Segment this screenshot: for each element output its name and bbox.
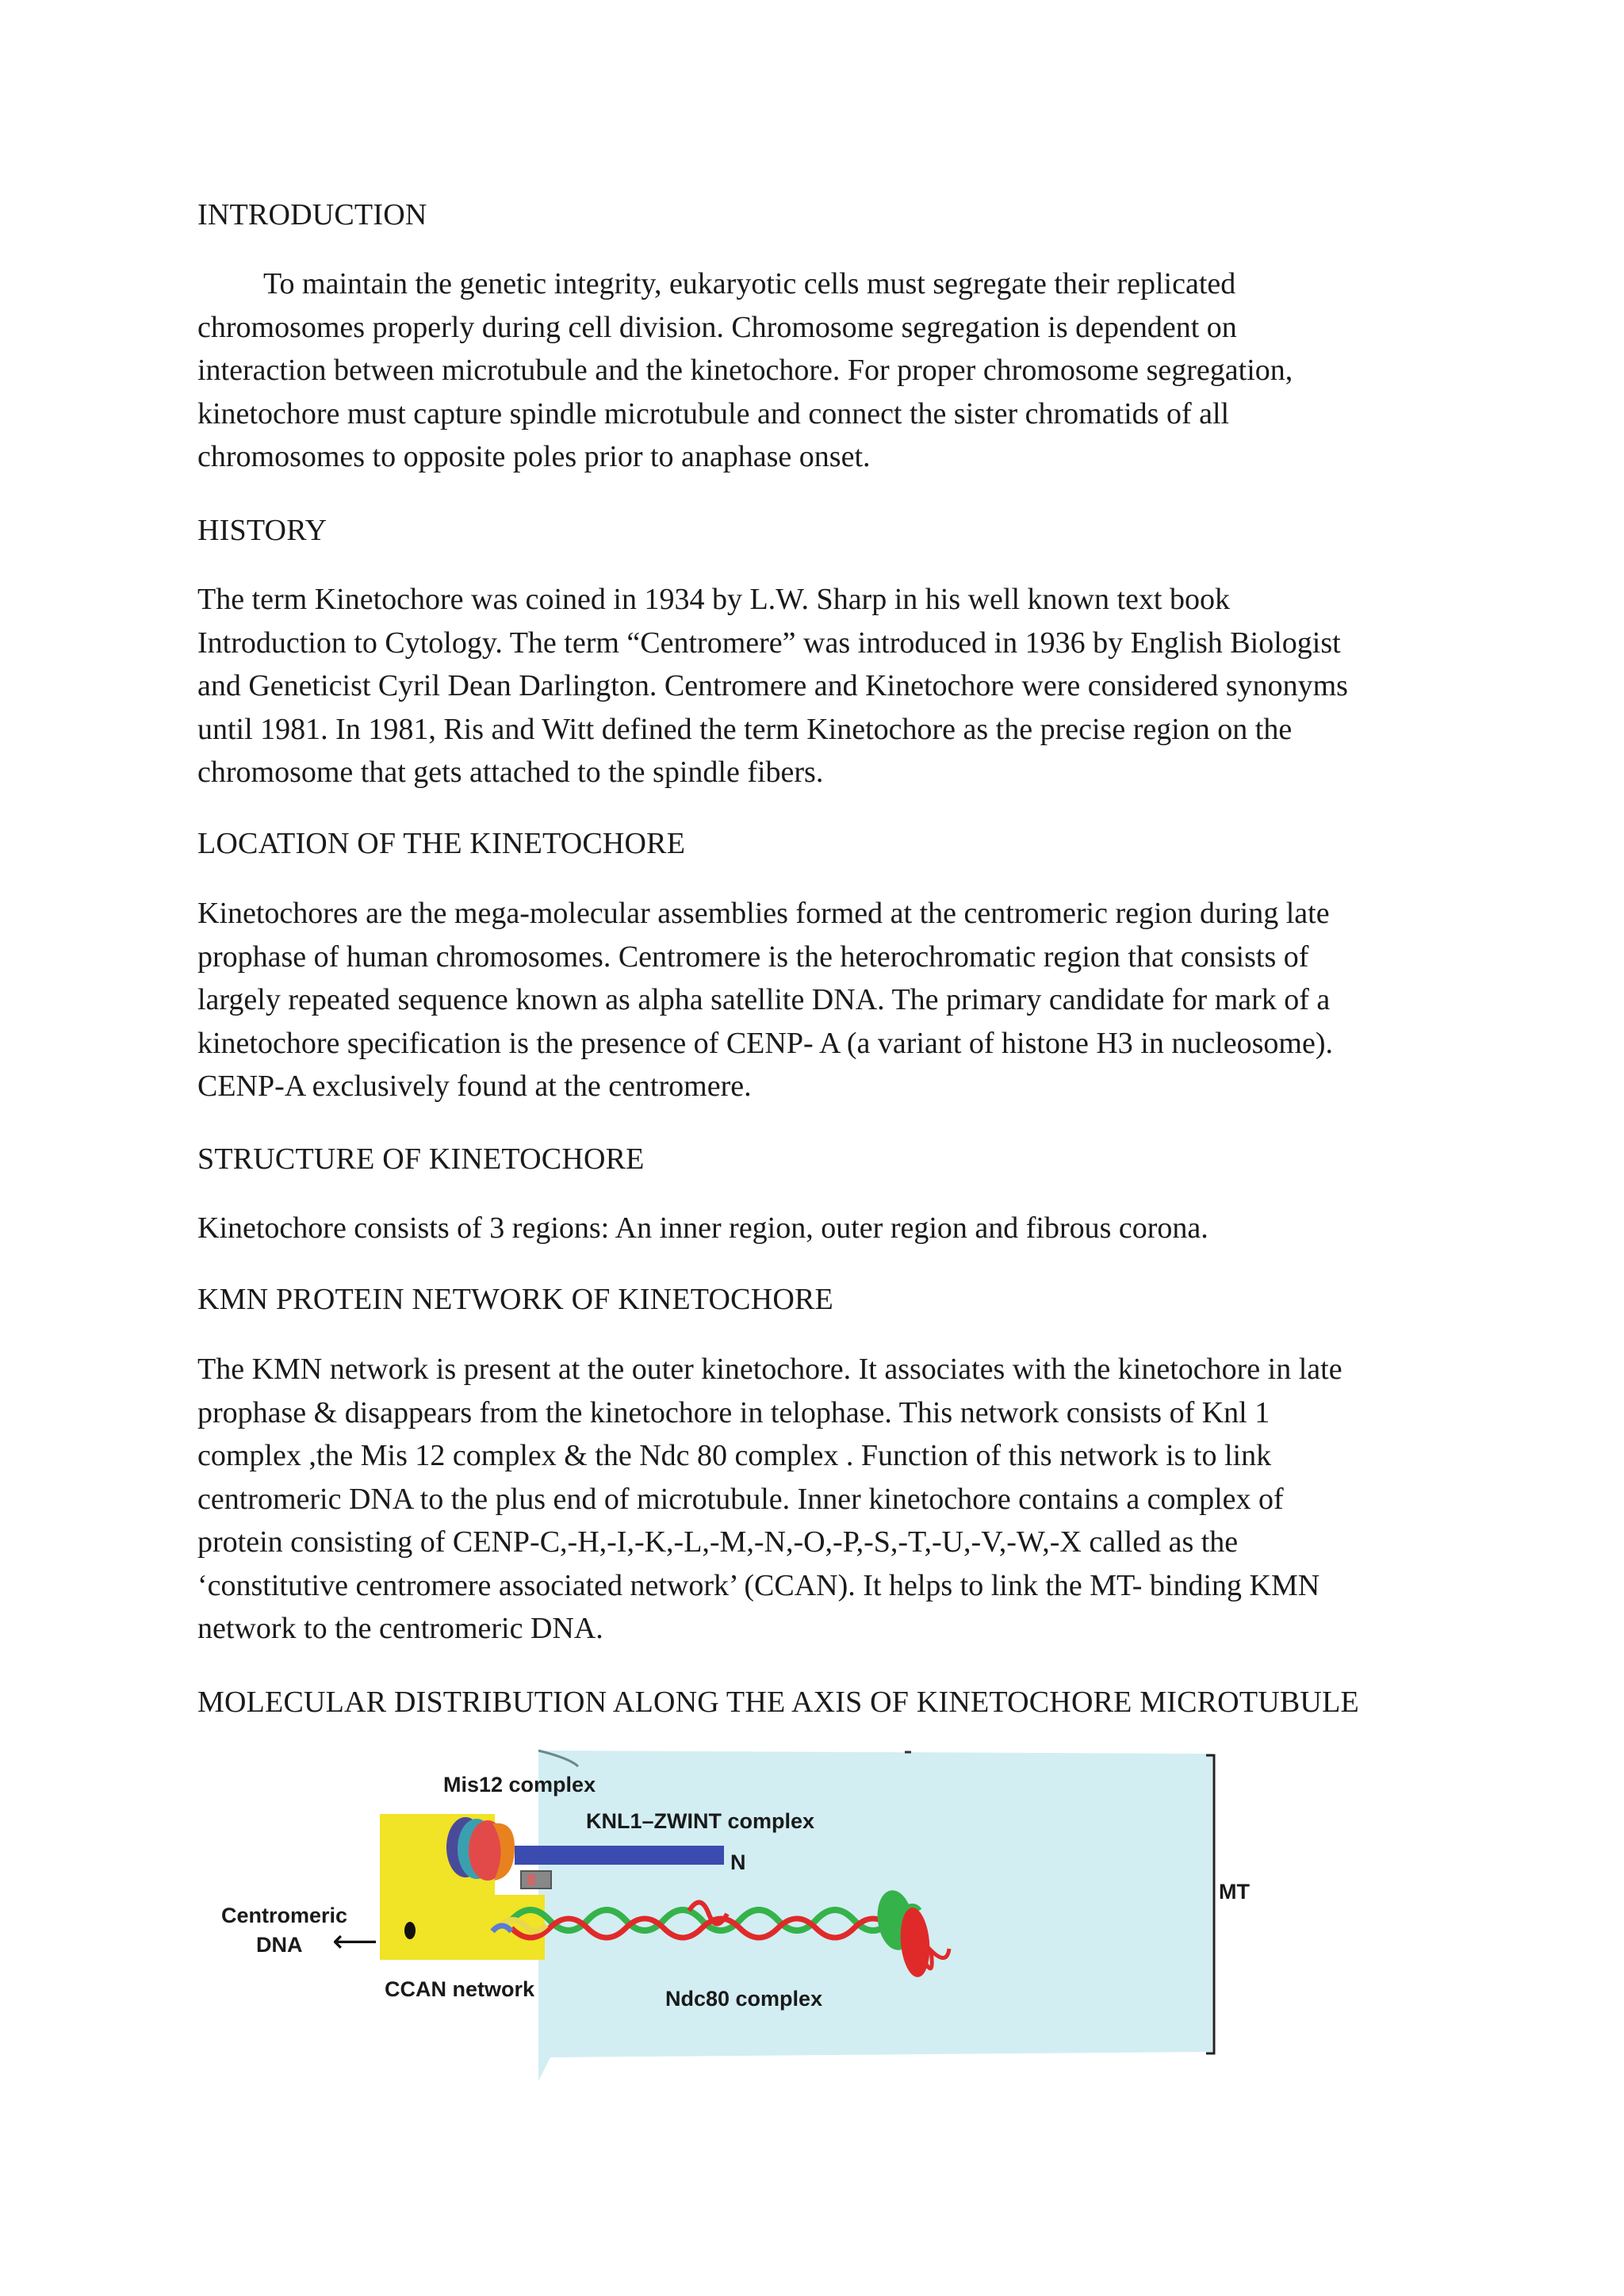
heading-introduction: INTRODUCTION	[197, 198, 427, 232]
heading-structure: STRUCTURE OF KINETOCHORE	[197, 1142, 645, 1176]
text-line: protein consisting of CENP-C,-H,-I,-K,-L,-M,-N,-O,-P,-S,-T,-U,-V,-W,-X called as the	[197, 1525, 1239, 1559]
left-arrow-icon: ⟵	[332, 1923, 378, 1960]
text-line: chromosome that gets attached to the spindle fibers.	[197, 756, 824, 789]
knl1-label: KNL1–ZWINT complex	[586, 1809, 815, 1833]
paragraph-structure	[197, 1207, 1444, 1250]
text-line: The term Kinetochore was coined in 1934 by L.W. Sharp in his well known text book	[197, 583, 1230, 616]
text-line: chromosomes properly during cell division. Chromosome segregation is dependent on	[197, 310, 1237, 344]
kinetochore-diagram	[197, 1744, 1450, 2093]
text-line: and Geneticist Cyril Dean Darlington. Centromere and Kinetochore were considered synonyms	[197, 669, 1348, 702]
heading-kmn: KMN PROTEIN NETWORK OF KINETOCHORE	[197, 1283, 833, 1316]
centromeric-dna-label-line1: Centromeric	[221, 1904, 348, 1927]
ccan-label: CCAN network	[385, 1977, 535, 2001]
knl1-bar	[515, 1846, 724, 1865]
n-terminus-label: N	[730, 1850, 746, 1874]
text-line: prophase of human chromosomes. Centromere is the heterochromatic region that consists of	[197, 939, 1309, 974]
mt-label: MT	[1219, 1880, 1250, 1904]
text-line: Introduction to Cytology. The term “Centromere” was introduced in 1936 by English Biologist	[197, 626, 1341, 660]
text-line: The KMN network is present at the outer kinetochore. It associates with the kinetochore in late	[197, 1353, 1342, 1386]
heading-location: LOCATION OF THE KINETOCHORE	[197, 827, 686, 860]
text-line: network to the centromeric DNA.	[197, 1612, 603, 1645]
heading-molecular-distribution: MOLECULAR DISTRIBUTION ALONG THE AXIS OF KINETOCHORE MICROTUBULE	[197, 1686, 1359, 1719]
paragraph-location	[197, 892, 1444, 1108]
zwint-box	[521, 1871, 551, 1888]
text-line: until 1981. In 1981, Ris and Witt defined the term Kinetochore as the precise region on the	[197, 712, 1293, 746]
text-line: To maintain the genetic integrity, eukaryotic cells must segregate their replicated	[263, 267, 1236, 300]
text-line: chromosomes to opposite poles prior to anaphase onset.	[197, 440, 871, 473]
text-line: complex ,the Mis 12 complex & the Ndc 80 complex . Function of this network is to link	[197, 1439, 1272, 1472]
paragraph-introduction	[197, 262, 1444, 479]
text-line: CENP-A exclusively found at the centromere.	[197, 1070, 752, 1103]
zwint-box-inner	[527, 1874, 535, 1885]
text-line: Kinetochores are the mega-molecular assemblies formed at the centromeric region during late	[197, 897, 1330, 930]
diagram-svg	[197, 1744, 1450, 2093]
centromeric-dna-label-line2: DNA	[256, 1933, 303, 1957]
text-line: largely repeated sequence known as alpha satellite DNA. The primary candidate for mark of a	[197, 983, 1331, 1016]
text-line: Kinetochore consists of 3 regions: An inner region, outer region and fibrous corona.	[197, 1211, 1208, 1245]
paragraph-history	[197, 578, 1444, 794]
ccan-dot	[404, 1922, 416, 1939]
text-line: ‘constitutive centromere associated network’ (CCAN). It helps to link the MT- binding KMN	[197, 1568, 1320, 1602]
text-line: interaction between microtubule and the kinetochore. For proper chromosome segregation,	[197, 354, 1293, 387]
mis12-label: Mis12 complex	[443, 1773, 596, 1797]
text-line: kinetochore specification is the presence of CENP- A (a variant of histone H3 in nucleosome).	[197, 1026, 1333, 1060]
text-line: kinetochore must capture spindle microtubule and connect the sister chromatids of all	[197, 396, 1230, 430]
paragraph-kmn	[197, 1348, 1444, 1651]
ndc80-label: Ndc80 complex	[665, 1987, 823, 2011]
text-line: centromeric DNA to the plus end of microtubule. Inner kinetochore contains a complex of	[197, 1482, 1284, 1516]
text-line: prophase & disappears from the kinetochore in telophase. This network consists of Knl 1	[197, 1395, 1270, 1429]
heading-history: HISTORY	[197, 514, 327, 547]
